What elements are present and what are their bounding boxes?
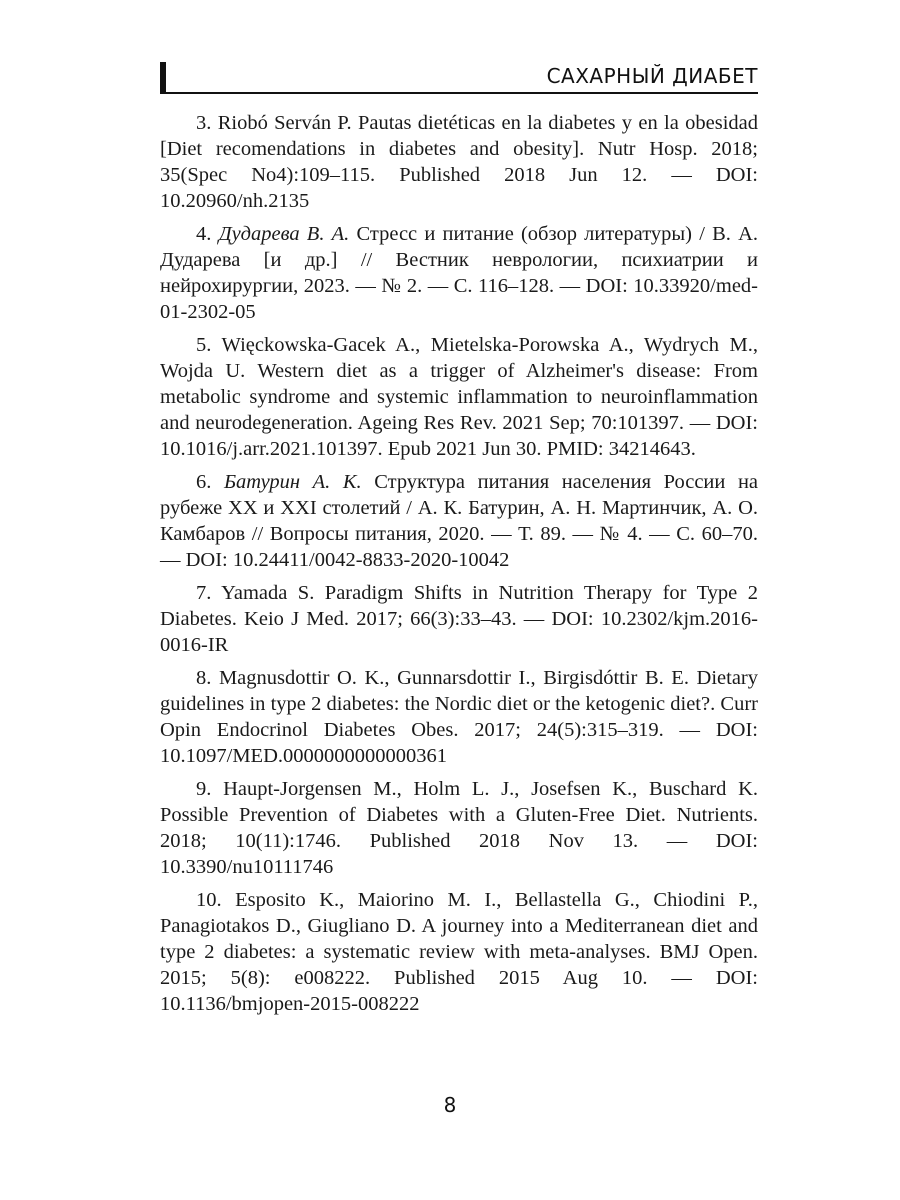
reference-authors: Батурин А. К.	[223, 471, 362, 493]
reference-text: Yamada S. Paradigm Shifts in Nutrition Therapy for Type 2 Diabetes. Keio J Med. 2017; 66(3):33–43. — DOI: 10.2302/kjm.2016-0016-IR	[160, 582, 758, 656]
reference-number: 9.	[196, 778, 212, 800]
reference-number: 3.	[196, 112, 212, 134]
reference-number: 5.	[196, 334, 212, 356]
running-header	[160, 62, 758, 94]
reference-number: 7.	[196, 582, 212, 604]
reference-text: Стресс и питание (обзор литературы) / В. А. Дударева [и др.] // Вестник неврологии, психиатрии и нейрохирургии, 2023. — № 2. — С. 116–128. — DOI: 10.33920/med-01-2302-05	[160, 223, 758, 323]
page-number: 8	[443, 1093, 457, 1117]
reference-item	[160, 221, 758, 325]
reference-item	[160, 776, 758, 880]
reference-number: 10.	[196, 889, 222, 911]
reference-list	[160, 110, 758, 1024]
reference-text: Haupt-Jorgensen M., Holm L. J., Josefsen K., Buschard K. Possible Prevention of Diabetes with a Gluten-Free Diet. Nutrients. 2018; 10(11):1746. Published 2018 Nov 13. — DOI: 10.3390/nu10111746	[160, 778, 758, 878]
reference-text: Magnusdottir O. K., Gunnarsdottir I., Birgisdóttir B. E. Dietary guidelines in type 2 diabetes: the Nordic diet or the ketogenic diet?. Curr Opin Endocrinol Diabetes Obes. 2017; 24(5):315–319. — DOI: 10.1097/MED.0000000000000361	[160, 667, 758, 767]
reference-authors: Дударева В. А.	[218, 223, 350, 245]
reference-number: 8.	[196, 667, 212, 689]
reference-number: 6.	[196, 471, 212, 493]
header-marker-bar	[160, 62, 166, 92]
reference-text: Riobó Serván P. Pautas dietéticas en la diabetes y en la obesidad [Diet recomendations in diabetes and obesity]. Nutr Hosp. 2018; 35(Spec No4):109–115. Published 2018 Jun 12. — DOI: 10.20960/nh.2135	[160, 112, 758, 212]
reference-number: 4.	[196, 223, 212, 245]
reference-item	[160, 580, 758, 658]
header-rule	[160, 92, 758, 94]
running-title: САХАРНЫЙ ДИАБЕТ	[546, 64, 758, 88]
reference-item	[160, 887, 758, 1017]
reference-item	[160, 332, 758, 462]
reference-text: Więckowska-Gacek A., Mietelska-Porowska A., Wydrych M., Wojda U. Western diet as a trigger of Alzheimer's disease: From metabolic syndrome and systemic inflammation to neuroinflammation and neurodegeneration. Ageing Res Rev. 2021 Sep; 70:101397. — DOI: 10.1016/j.arr.2021.101397. Epub 2021 Jun 30. PMID: 34214643.	[160, 334, 758, 460]
reference-text: Esposito K., Maiorino M. I., Bellastella G., Chiodini P., Panagiotakos D., Giugliano D. A journey into a Mediterranean diet and type 2 diabetes: a systematic review with meta-analyses. BMJ Open. 2015; 5(8): e008222. Published 2015 Aug 10. — DOI: 10.1136/bmjopen-2015-008222	[160, 889, 759, 1015]
reference-item	[160, 665, 758, 769]
reference-item	[160, 469, 758, 573]
reference-text: Структура питания населения России на рубеже XX и XXI столетий / А. К. Батурин, А. Н. Мартинчик, А. О. Камбаров // Вопросы питания, 2020. — Т. 89. — № 4. — С. 60–70. — DOI: 10.24411/0042-8833-2020-10042	[160, 471, 759, 571]
reference-item	[160, 110, 758, 214]
